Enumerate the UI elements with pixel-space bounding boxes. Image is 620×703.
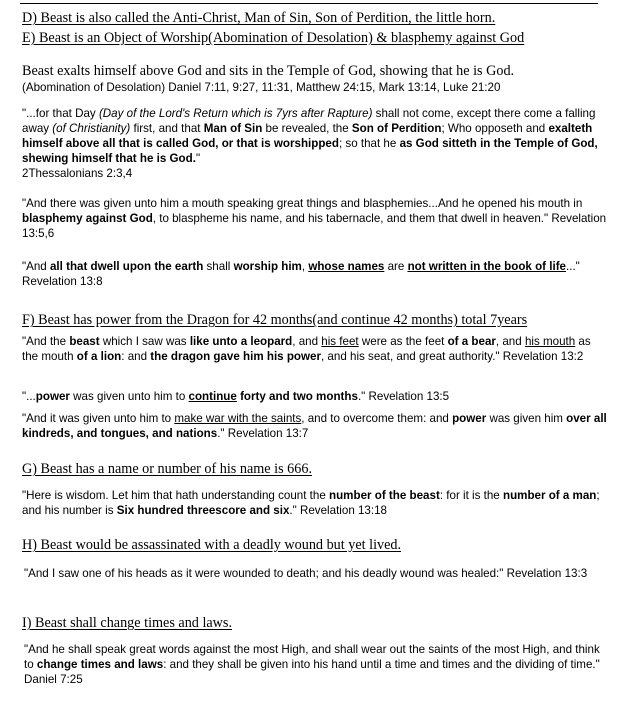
text-run: , — [301, 260, 309, 273]
text-run: like unto a leopard — [189, 335, 293, 348]
section-h-quote-1: "And I saw one of his heads as it were wounded to death; and his deadly wound was healed:" Revelation 13:3 — [24, 567, 588, 580]
top-rule — [20, 3, 598, 4]
text-run: be revealed, the — [262, 122, 352, 135]
section-d-heading — [22, 10, 612, 27]
text-run: , to blaspheme his name, and his tabernacle, and them that dwell in heaven." Revelation 13:5,6 — [22, 212, 607, 240]
text-run: continue — [188, 390, 237, 403]
section-e-heading — [22, 30, 612, 47]
text-run: "Here is wisdom. Let him that hath understanding count the — [22, 489, 330, 502]
text-run: as the mouth — [22, 335, 591, 363]
text-run: worship him — [233, 260, 302, 273]
text-run: Son of Perdition — [351, 122, 442, 135]
section-g-heading — [22, 461, 612, 478]
text-run: (of Christianity) — [52, 122, 131, 135]
text-run: "And there was given unto him a mouth speaking great things and blasphemies...And he opened his mouth in — [22, 197, 583, 210]
text-run: "And — [22, 260, 50, 273]
text-run: power — [35, 390, 70, 403]
text-run: ." Revelation 13:5 — [357, 390, 450, 403]
text-run: ; Who opposeth and — [441, 122, 549, 135]
text-run: : and — [121, 350, 151, 363]
text-run: ." Revelation 13:18 — [289, 504, 387, 517]
text-run: his mouth — [524, 335, 576, 348]
section-e-quote-3 — [22, 259, 607, 289]
text-run: exalteth himself above all that is called God, or that is worshipped — [22, 122, 593, 150]
section-f-heading-text: F) Beast has power from the Dragon for 42 months(and continue 42 months) total 7years — [22, 312, 528, 328]
text-run: the dragon gave him his power — [150, 350, 321, 363]
text-run: shall not come, except there come a falling away — [22, 107, 596, 135]
section-f-quote-1 — [22, 334, 607, 364]
text-run: Man of Sin — [203, 122, 263, 135]
text-run: are — [384, 260, 408, 273]
text-run: first, and that — [130, 122, 204, 135]
text-run: forty and two months — [240, 390, 358, 403]
text-run: which I saw was — [99, 335, 190, 348]
text-run: over all kindreds, and tongues, and nations — [22, 412, 607, 440]
text-run: change times and laws — [36, 658, 164, 671]
section-e-intro-refs: (Abomination of Desolation) Daniel 7:11, 9:27, 11:31, Matthew 24:15, Mark 13:14, Luke 21:20 — [22, 81, 501, 94]
text-run: ." Revelation 13:7 — [217, 427, 309, 440]
text-run: make war with the saints — [174, 412, 302, 425]
section-f-quote-3 — [22, 411, 607, 441]
text-run: Six hundred threescore and six — [116, 504, 290, 517]
text-run: " — [195, 152, 201, 165]
text-run: : for it is the — [439, 489, 503, 502]
text-run: , and to overcome them: and — [301, 412, 453, 425]
text-run: number of a man — [502, 489, 597, 502]
text-run: whose names — [308, 260, 385, 273]
text-run: beast — [69, 335, 100, 348]
section-g-quote-1 — [22, 488, 607, 518]
text-run: ..." Revelation 13:8 — [22, 260, 580, 288]
text-run: of a bear — [447, 335, 496, 348]
text-run: blasphemy against God — [22, 212, 153, 225]
text-run: "And it was given unto him to — [22, 412, 175, 425]
text-run: was given unto him to — [69, 390, 189, 403]
text-run: , and his seat, and great authority." Revelation 13:2 — [320, 350, 584, 363]
text-run: of a lion — [76, 350, 122, 363]
text-run: was given him — [486, 412, 567, 425]
section-g-heading-text: G) Beast has a name or number of his name is 666. — [22, 461, 312, 477]
section-e-heading-text: E) Beast is an Object of Worship(Abomination of Desolation) & blasphemy against God — [22, 30, 525, 46]
text-run: were as the feet — [358, 335, 448, 348]
section-i-heading-text: I) Beast shall change times and laws. — [22, 615, 232, 631]
text-run: shall — [203, 260, 234, 273]
section-f-heading — [22, 312, 612, 329]
text-run: power — [452, 412, 487, 425]
section-h-heading — [22, 537, 612, 554]
text-run: "...for that Day — [22, 107, 99, 120]
section-f-quote-2 — [22, 389, 607, 404]
text-run: "... — [22, 390, 36, 403]
section-h-heading-text: H) Beast would be assassinated with a deadly wound but yet lived. — [22, 537, 402, 553]
text-run: not written in the book of life — [407, 260, 566, 273]
text-run: ; and his number is — [22, 489, 600, 517]
text-run: as God sitteth in the Temple of God, shewing himself that he is God. — [22, 137, 598, 165]
section-i-quote-1 — [24, 642, 609, 687]
section-e-intro: Beast exalts himself above God and sits in the Temple of God, showing that he is God. — [22, 63, 515, 79]
section-d-heading-text: D) Beast is also called the Anti-Christ, Man of Sin, Son of Perdition, the little horn. — [22, 10, 496, 26]
text-run: , and — [495, 335, 525, 348]
text-run: (Day of the Lord's Return which is 7yrs after Rapture) — [98, 107, 373, 120]
text-run: his feet — [321, 335, 359, 348]
section-i-heading — [22, 615, 612, 632]
section-e-quote-1 — [22, 106, 607, 181]
section-e-quote-2 — [22, 196, 607, 241]
text-run: : and they shall be given into his hand until a time and times and the dividing of time." Daniel 7:25 — [24, 658, 600, 686]
text-run: number of the beast — [329, 489, 440, 502]
text-run: , and — [292, 335, 322, 348]
text-run: "And he shall speak great words against the most High, and shall wear out the saints of the most High, and think to — [24, 643, 600, 671]
section-e-quote-1-ref: 2Thessalonians 2:3,4 — [22, 167, 133, 180]
text-run: "And the — [22, 335, 70, 348]
text-run: all that dwell upon the earth — [49, 260, 204, 273]
text-run: ; so that he — [338, 137, 400, 150]
